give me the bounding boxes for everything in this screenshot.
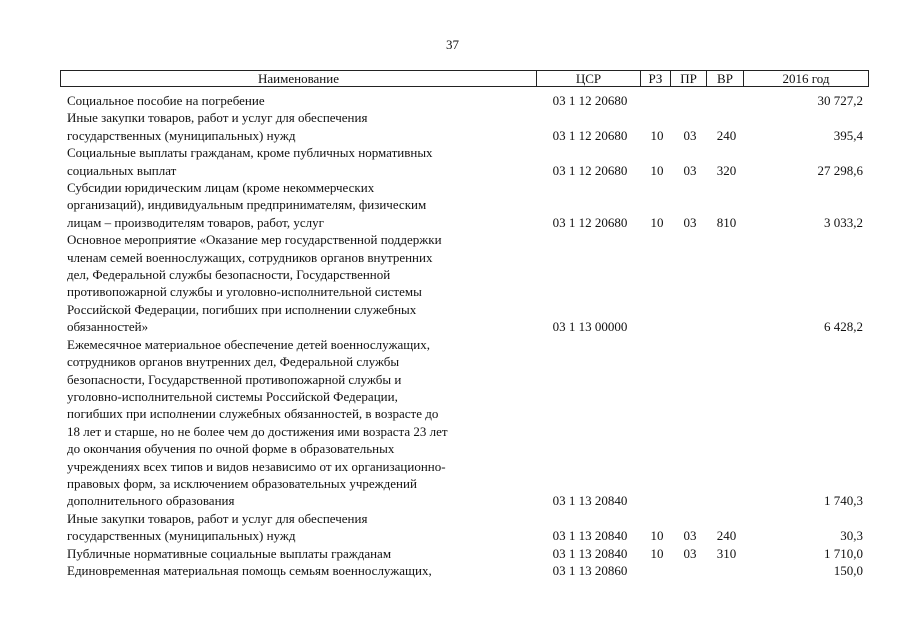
row-name-line: Российской Федерации, погибших при исполнении служебных <box>67 301 417 317</box>
row-vr: 320 <box>716 162 737 178</box>
row-name-line: учреждениях всех типов и видов независимо от их организационно- <box>67 458 446 474</box>
column-header-name: Наименование <box>61 71 537 86</box>
row-name-line: организаций), индивидуальным предпринимателям, физическим <box>67 197 427 213</box>
row-pr: 03 <box>683 214 697 230</box>
row-name-line: лицам – производителям товаров, работ, услуг <box>67 214 324 230</box>
row-name <box>60 92 529 109</box>
row-name <box>60 562 529 579</box>
column-header-vr: ВР <box>707 71 744 86</box>
row-pr: 03 <box>683 545 697 561</box>
row-name-line: Субсидии юридическим лицам (кроме некоммерческих <box>67 180 375 196</box>
row-name-line: дополнительного образования <box>67 493 235 509</box>
row-rz: 10 <box>650 127 664 143</box>
row-name-line: Иные закупки товаров, работ и услуг для обеспечения <box>67 110 368 126</box>
table-row <box>60 92 869 109</box>
row-vr: 240 <box>716 528 737 544</box>
row-name-line: государственных (муниципальных) нужд <box>67 528 296 544</box>
row-rz: 10 <box>650 528 664 544</box>
row-sum: 30 727,2 <box>817 93 863 108</box>
row-sum: 150,0 <box>833 562 863 578</box>
row-name-line: сотрудников органов внутренних дел, Федеральной службы <box>67 354 400 370</box>
row-name-line: членам семей военнослужащих, сотрудников органов внутренних <box>67 249 433 265</box>
row-name-line: Публичные нормативные социальные выплаты гражданам <box>67 545 392 561</box>
column-header-rz: РЗ <box>641 71 671 86</box>
row-name-line: дел, Федеральной службы безопасности, Государственной <box>67 267 391 283</box>
row-vr: 240 <box>716 127 737 143</box>
row-name-line: Социальное пособие на погребение <box>67 93 265 108</box>
row-name-line: противопожарной службы и уголовно-исполнительной системы <box>67 284 422 300</box>
column-header-year: 2016 год <box>782 71 830 86</box>
row-name-line: Основное мероприятие «Оказание мер государственной поддержки <box>67 232 442 248</box>
row-name-line: социальных выплат <box>67 162 177 178</box>
row-sum: 27 298,6 <box>817 162 863 178</box>
page-number: 37 <box>446 37 459 52</box>
row-csr: 03 1 12 20680 <box>552 162 628 178</box>
row-vr: 310 <box>716 545 737 561</box>
row-csr: 03 1 12 20680 <box>552 127 628 143</box>
row-name-line: до окончания обучения по очной форме в образовательных <box>67 441 395 457</box>
row-name <box>60 144 529 179</box>
table-row <box>60 510 869 545</box>
row-name-line: 18 лет и старше, но не более чем до достижения ими возраста 23 лет <box>67 423 448 439</box>
row-rz: 10 <box>650 162 664 178</box>
row-csr: 03 1 12 20680 <box>552 214 628 230</box>
table-row <box>60 336 869 510</box>
row-name-line: Ежемесячное материальное обеспечение детей военнослужащих, <box>67 336 430 352</box>
table-row <box>60 231 869 335</box>
row-pr: 03 <box>683 162 697 178</box>
table-row <box>60 545 869 562</box>
row-name <box>60 231 529 335</box>
row-name-line: обязанностей» <box>67 319 149 335</box>
row-sum: 1 710,0 <box>824 545 863 561</box>
row-vr: 810 <box>716 214 737 230</box>
row-name-line: правовых форм, за исключением образовательных учреждений <box>67 475 417 491</box>
table-header <box>60 70 869 87</box>
row-sum: 1 740,3 <box>824 493 863 509</box>
column-header-pr: ПР <box>671 71 707 86</box>
table-row <box>60 179 869 231</box>
row-pr: 03 <box>683 528 697 544</box>
row-name-line: погибших при исполнении служебных обязанностей, в возрасте до <box>67 406 439 422</box>
row-name <box>60 510 529 545</box>
row-sum: 3 033,2 <box>824 214 863 230</box>
row-name-line: уголовно-исполнительной системы Российской Федерации, <box>67 388 398 404</box>
row-sum: 30,3 <box>840 528 863 544</box>
table-body <box>60 92 869 579</box>
row-rz: 10 <box>650 545 664 561</box>
row-name <box>60 109 529 144</box>
row-csr: 03 1 12 20680 <box>552 93 628 108</box>
column-header-csr: ЦСР <box>537 71 641 86</box>
row-name-line: Единовременная материальная помощь семьям военнослужащих, <box>67 562 432 578</box>
row-sum: 395,4 <box>833 127 863 143</box>
row-csr: 03 1 13 20840 <box>552 528 628 544</box>
row-name-line: Иные закупки товаров, работ и услуг для обеспечения <box>67 510 368 526</box>
table-row <box>60 109 869 144</box>
row-csr: 03 1 13 20840 <box>552 545 628 561</box>
table-row <box>60 144 869 179</box>
row-csr: 03 1 13 20840 <box>552 493 628 509</box>
row-name-line: Социальные выплаты гражданам, кроме публичных нормативных <box>67 145 433 161</box>
row-rz: 10 <box>650 214 664 230</box>
row-name-line: безопасности, Государственной противопожарной службы и <box>67 371 402 387</box>
row-name <box>60 336 529 510</box>
row-name-line: государственных (муниципальных) нужд <box>67 127 296 143</box>
row-name <box>60 179 529 231</box>
row-csr: 03 1 13 20860 <box>552 562 628 578</box>
table-row <box>60 562 869 579</box>
row-csr: 03 1 13 00000 <box>552 319 628 335</box>
row-sum: 6 428,2 <box>824 319 863 335</box>
row-pr: 03 <box>683 127 697 143</box>
row-name <box>60 545 529 562</box>
